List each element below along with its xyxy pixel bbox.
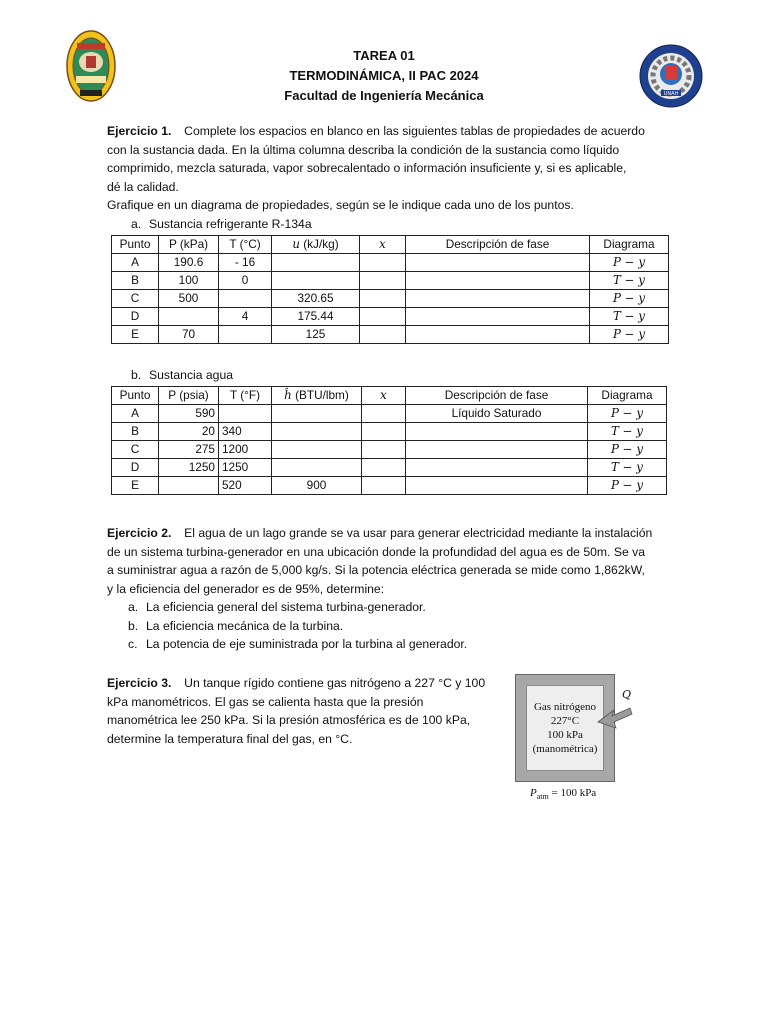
tank-pressure-type: (manométrica): [532, 743, 598, 755]
table-cell: [362, 477, 406, 495]
exercise-3: [107, 674, 501, 748]
heat-label: Q: [622, 688, 632, 701]
table-cell: 190.6: [159, 254, 219, 272]
table-cell: [360, 308, 406, 326]
table-cell: T − y: [588, 423, 667, 441]
exercise-3-text-1: Un tanque rígido contiene gas nitrógeno a 227 °C y 100: [184, 676, 486, 690]
exercise-2-text-3: a suministrar agua a razón de 5,000 kg/s. Si la potencia eléctrica generada se mide como 1,862kW,: [107, 563, 645, 578]
header-title: TAREA 01: [353, 48, 415, 63]
table-cell: 520: [219, 477, 272, 495]
table-cell: 175.44: [272, 308, 360, 326]
table-cell: P − y: [590, 290, 669, 308]
table-cell: P − y: [588, 477, 667, 495]
table-header-row: [112, 387, 667, 405]
table-cell: [406, 272, 590, 290]
table-cell: [272, 405, 362, 423]
table-row: [112, 254, 669, 272]
header-faculty: Facultad de Ingeniería Mecánica: [284, 88, 484, 103]
table-header: P (kPa): [159, 236, 219, 254]
table-cell: [360, 290, 406, 308]
table-cell: 500: [159, 290, 219, 308]
table-cell: D: [112, 308, 159, 326]
table-cell: [360, 326, 406, 344]
substance-b-label: Sustancia agua: [149, 368, 234, 382]
exercise-3-text-3: manométrica lee 250 kPa. Si la presión atmosférica es de 100 kPa,: [107, 713, 471, 728]
table-cell: - 16: [219, 254, 272, 272]
list-item: a. La eficiencia general del sistema turbina-generador.: [128, 600, 426, 614]
exercise-1-text-4: dé la calidad.: [107, 179, 179, 194]
exercise-2-list: [128, 598, 467, 654]
substance-a-tag: a.: [131, 217, 142, 231]
list-item: c. La potencia de eje suministrada por la turbina al generador.: [128, 637, 468, 652]
table-cell: [406, 254, 590, 272]
table-cell: C: [112, 290, 159, 308]
table-header: Diagrama: [588, 387, 667, 405]
tank-figure: [510, 674, 640, 804]
table-cell: B: [112, 423, 159, 441]
table-cell: [406, 477, 588, 495]
table-header: Punto: [112, 387, 159, 405]
table-row: [112, 459, 667, 477]
table-cell: [219, 405, 272, 423]
table-cell: A: [112, 405, 159, 423]
substance-b-heading: [131, 366, 233, 385]
table-cell: [406, 441, 588, 459]
exercise-3-label: Ejercicio 3.: [107, 676, 172, 690]
tank-pressure: 100 kPa: [547, 729, 583, 741]
substance-b-tag: b.: [131, 368, 142, 382]
heat-arrow-icon: [594, 700, 634, 734]
exercise-3-text-2: kPa manométricos. El gas se calienta hasta que la presión: [107, 694, 424, 709]
table-row: [112, 405, 667, 423]
substance-a-heading: [131, 215, 312, 234]
table-cell: P − y: [590, 254, 669, 272]
table-cell: 900: [272, 477, 362, 495]
table-cell: C: [112, 441, 159, 459]
table-cell: [406, 290, 590, 308]
table-cell: 590: [159, 405, 219, 423]
table-row: [112, 423, 667, 441]
table-header: Descripción de fase: [406, 387, 588, 405]
table-header: x: [360, 236, 406, 254]
exercise-2: [107, 524, 662, 598]
table-cell: [406, 326, 590, 344]
table-cell: [360, 254, 406, 272]
table-cell: 125: [272, 326, 360, 344]
seal-text: UNAH: [663, 91, 679, 97]
table-cell: 20: [159, 423, 219, 441]
table-cell: 100: [159, 272, 219, 290]
table-cell: Líquido Saturado: [406, 405, 588, 423]
table-header: Diagrama: [590, 236, 669, 254]
table-header: ĥ (BTU/lbm): [272, 387, 362, 405]
table-header: T (°C): [219, 236, 272, 254]
table-cell: [272, 423, 362, 441]
table-cell: 4: [219, 308, 272, 326]
page-header: [0, 46, 768, 106]
table-cell: [406, 308, 590, 326]
table-cell: [272, 459, 362, 477]
table-agua: [111, 386, 667, 495]
exercise-1-text-3: comprimido, mezcla saturada, vapor sobrecalentado o información insuficiente y, si es aplicable,: [107, 161, 627, 176]
substance-a-label: Sustancia refrigerante R-134a: [149, 217, 312, 231]
table-cell: E: [112, 326, 159, 344]
table-cell: P − y: [588, 405, 667, 423]
table-cell: T − y: [588, 459, 667, 477]
table-cell: 1250: [159, 459, 219, 477]
table-header: x: [362, 387, 406, 405]
table-row: [112, 272, 669, 290]
table-cell: [272, 441, 362, 459]
exercise-2-text-4: y la eficiencia del generador es de 95%, determine:: [107, 581, 385, 596]
table-cell: [159, 477, 219, 495]
table-cell: P − y: [590, 326, 669, 344]
table-cell: E: [112, 477, 159, 495]
table-cell: 320.65: [272, 290, 360, 308]
table-header: P (psia): [159, 387, 219, 405]
table-row: [112, 290, 669, 308]
table-cell: P − y: [588, 441, 667, 459]
table-row: [112, 308, 669, 326]
table-cell: D: [112, 459, 159, 477]
table-r134a: [111, 235, 669, 344]
header-course: TERMODINÁMICA, II PAC 2024: [289, 68, 479, 83]
exercise-2-text-1: El agua de un lago grande se va usar para generar electricidad mediante la instalación: [184, 526, 653, 540]
table-cell: 0: [219, 272, 272, 290]
table-cell: [219, 326, 272, 344]
table-cell: 70: [159, 326, 219, 344]
exercise-1: [107, 122, 662, 215]
table-cell: 1250: [219, 459, 272, 477]
table-cell: [406, 423, 588, 441]
exercise-1-label: Ejercicio 1.: [107, 124, 172, 138]
table-header-row: [112, 236, 669, 254]
table-cell: [159, 308, 219, 326]
list-item: b. La eficiencia mecánica de la turbina.: [128, 618, 344, 633]
table-cell: [219, 290, 272, 308]
table-cell: [406, 459, 588, 477]
exercise-3-text-4: determine la temperatura final del gas, en °C.: [107, 731, 353, 746]
tank-label: [526, 685, 604, 771]
exercise-1-text-2: con la sustancia dada. En la última columna describa la condición de la sustancia como líquido: [107, 142, 620, 157]
exercise-1-text-5: Grafique en un diagrama de propiedades, según se le indique cada uno de los puntos.: [107, 198, 574, 213]
table-header: Descripción de fase: [406, 236, 590, 254]
table-cell: 340: [219, 423, 272, 441]
exercise-2-label: Ejercicio 2.: [107, 526, 172, 540]
tank-temperature: 227°C: [550, 715, 580, 727]
table-cell: T − y: [590, 272, 669, 290]
table-cell: 275: [159, 441, 219, 459]
table-cell: [362, 405, 406, 423]
table-cell: [272, 254, 360, 272]
table-cell: [360, 272, 406, 290]
table-row: [112, 441, 667, 459]
table-cell: 1200: [219, 441, 272, 459]
exercise-2-text-2: de un sistema turbina-generador en una ubicación donde la profundidad del agua es de 50m. Se va: [107, 544, 645, 559]
atmospheric-pressure-label: $P_{atm} = 100$ kPa: [530, 787, 597, 802]
table-header: Punto: [112, 236, 159, 254]
table-cell: [362, 459, 406, 477]
table-cell: [362, 423, 406, 441]
table-header: u (kJ/kg): [272, 236, 360, 254]
table-header: T (°F): [219, 387, 272, 405]
exercise-1-text-1: Complete los espacios en blanco en las siguientes tablas de propiedades de acuerdo: [184, 124, 645, 138]
table-cell: B: [112, 272, 159, 290]
table-cell: [272, 272, 360, 290]
table-row: [112, 326, 669, 344]
tank-gas: Gas nitrógeno: [533, 701, 596, 713]
table-cell: T − y: [590, 308, 669, 326]
table-cell: A: [112, 254, 159, 272]
table-row: [112, 477, 667, 495]
table-cell: [362, 441, 406, 459]
